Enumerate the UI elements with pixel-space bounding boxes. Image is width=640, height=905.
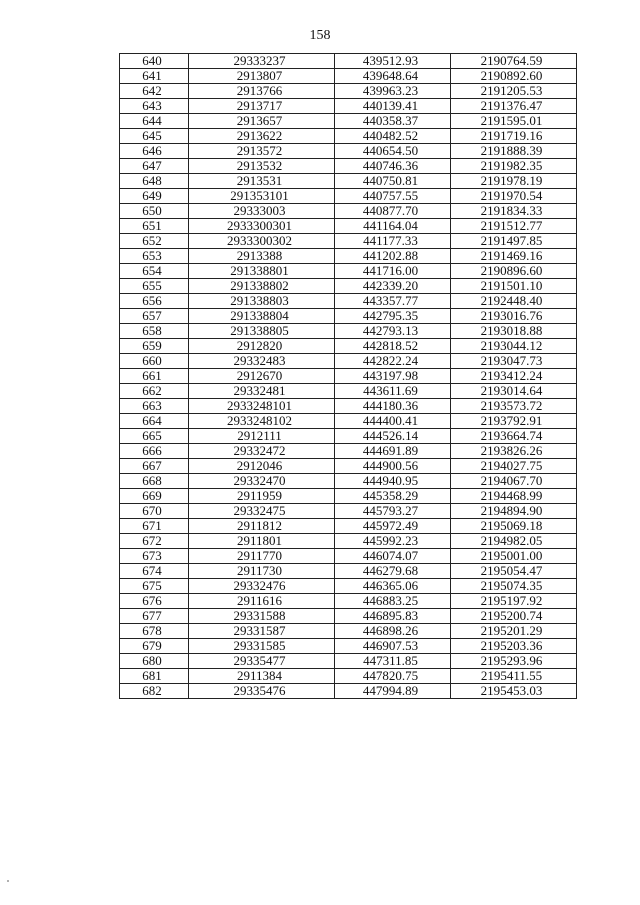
row-index-cell: 671 [120, 519, 189, 534]
row-index-cell: 665 [120, 429, 189, 444]
table-row [120, 444, 577, 459]
row-index-cell: 681 [120, 669, 189, 684]
point-id-cell: 2913388 [189, 249, 335, 264]
table-row [120, 489, 577, 504]
y-coordinate-cell: 2195074.35 [451, 579, 577, 594]
point-id-cell: 2912046 [189, 459, 335, 474]
row-index-cell: 666 [120, 444, 189, 459]
row-index-cell: 672 [120, 534, 189, 549]
point-id-cell: 2913531 [189, 174, 335, 189]
y-coordinate-cell: 2193047.73 [451, 354, 577, 369]
x-coordinate-cell: 443611.69 [335, 384, 451, 399]
point-id-cell: 29335477 [189, 654, 335, 669]
x-coordinate-cell: 446907.53 [335, 639, 451, 654]
point-id-cell: 29331587 [189, 624, 335, 639]
table-row [120, 204, 577, 219]
point-id-cell: 29335476 [189, 684, 335, 699]
point-id-cell: 29332481 [189, 384, 335, 399]
point-id-cell: 2911616 [189, 594, 335, 609]
y-coordinate-cell: 2191595.01 [451, 114, 577, 129]
point-id-cell: 2913807 [189, 69, 335, 84]
point-id-cell: 2933248101 [189, 399, 335, 414]
point-id-cell: 29332483 [189, 354, 335, 369]
table-row [120, 609, 577, 624]
point-id-cell: 2913717 [189, 99, 335, 114]
table-row [120, 474, 577, 489]
row-index-cell: 657 [120, 309, 189, 324]
table-row [120, 174, 577, 189]
y-coordinate-cell: 2195200.74 [451, 609, 577, 624]
table-row [120, 294, 577, 309]
point-id-cell: 2911770 [189, 549, 335, 564]
row-index-cell: 644 [120, 114, 189, 129]
table-row [120, 654, 577, 669]
point-id-cell: 29332470 [189, 474, 335, 489]
x-coordinate-cell: 445972.49 [335, 519, 451, 534]
x-coordinate-cell: 439648.64 [335, 69, 451, 84]
point-id-cell: 29332476 [189, 579, 335, 594]
x-coordinate-cell: 446365.06 [335, 579, 451, 594]
y-coordinate-cell: 2195054.47 [451, 564, 577, 579]
row-index-cell: 664 [120, 414, 189, 429]
row-index-cell: 654 [120, 264, 189, 279]
row-index-cell: 662 [120, 384, 189, 399]
y-coordinate-cell: 2195293.96 [451, 654, 577, 669]
table-row [120, 234, 577, 249]
point-id-cell: 2911959 [189, 489, 335, 504]
row-index-cell: 652 [120, 234, 189, 249]
point-id-cell: 2933300302 [189, 234, 335, 249]
y-coordinate-cell: 2194067.70 [451, 474, 577, 489]
y-coordinate-cell: 2191719.16 [451, 129, 577, 144]
table-row [120, 159, 577, 174]
point-id-cell: 291338805 [189, 324, 335, 339]
y-coordinate-cell: 2190896.60 [451, 264, 577, 279]
x-coordinate-cell: 443357.77 [335, 294, 451, 309]
y-coordinate-cell: 2193792.91 [451, 414, 577, 429]
table-row [120, 324, 577, 339]
table-row [120, 549, 577, 564]
row-index-cell: 667 [120, 459, 189, 474]
x-coordinate-cell: 440654.50 [335, 144, 451, 159]
table-body [120, 54, 577, 699]
x-coordinate-cell: 440482.52 [335, 129, 451, 144]
y-coordinate-cell: 2191978.19 [451, 174, 577, 189]
y-coordinate-cell: 2193573.72 [451, 399, 577, 414]
y-coordinate-cell: 2194468.99 [451, 489, 577, 504]
table-row [120, 99, 577, 114]
point-id-cell: 2912111 [189, 429, 335, 444]
row-index-cell: 674 [120, 564, 189, 579]
table-row [120, 309, 577, 324]
row-index-cell: 655 [120, 279, 189, 294]
point-id-cell: 2933300301 [189, 219, 335, 234]
row-index-cell: 680 [120, 654, 189, 669]
y-coordinate-cell: 2191888.39 [451, 144, 577, 159]
y-coordinate-cell: 2194982.05 [451, 534, 577, 549]
table-row [120, 639, 577, 654]
row-index-cell: 669 [120, 489, 189, 504]
y-coordinate-cell: 2191970.54 [451, 189, 577, 204]
row-index-cell: 668 [120, 474, 189, 489]
y-coordinate-cell: 2195203.36 [451, 639, 577, 654]
row-index-cell: 663 [120, 399, 189, 414]
table-row [120, 564, 577, 579]
y-coordinate-cell: 2190892.60 [451, 69, 577, 84]
point-id-cell: 2912820 [189, 339, 335, 354]
row-index-cell: 660 [120, 354, 189, 369]
x-coordinate-cell: 440750.81 [335, 174, 451, 189]
x-coordinate-cell: 447994.89 [335, 684, 451, 699]
table-row [120, 684, 577, 699]
x-coordinate-cell: 440757.55 [335, 189, 451, 204]
point-id-cell: 29333003 [189, 204, 335, 219]
row-index-cell: 673 [120, 549, 189, 564]
x-coordinate-cell: 447311.85 [335, 654, 451, 669]
x-coordinate-cell: 446898.26 [335, 624, 451, 639]
point-id-cell: 2911730 [189, 564, 335, 579]
y-coordinate-cell: 2195201.29 [451, 624, 577, 639]
row-index-cell: 659 [120, 339, 189, 354]
x-coordinate-cell: 444180.36 [335, 399, 451, 414]
y-coordinate-cell: 2191469.16 [451, 249, 577, 264]
y-coordinate-cell: 2195069.18 [451, 519, 577, 534]
row-index-cell: 647 [120, 159, 189, 174]
row-index-cell: 641 [120, 69, 189, 84]
point-id-cell: 2911801 [189, 534, 335, 549]
point-id-cell: 2913572 [189, 144, 335, 159]
table-row [120, 669, 577, 684]
x-coordinate-cell: 445358.29 [335, 489, 451, 504]
table-row [120, 129, 577, 144]
point-id-cell: 2913657 [189, 114, 335, 129]
row-index-cell: 642 [120, 84, 189, 99]
table-row [120, 519, 577, 534]
table-row [120, 69, 577, 84]
y-coordinate-cell: 2191376.47 [451, 99, 577, 114]
x-coordinate-cell: 439963.23 [335, 84, 451, 99]
x-coordinate-cell: 442795.35 [335, 309, 451, 324]
y-coordinate-cell: 2193826.26 [451, 444, 577, 459]
row-index-cell: 651 [120, 219, 189, 234]
point-id-cell: 2911384 [189, 669, 335, 684]
table-row [120, 414, 577, 429]
y-coordinate-cell: 2194894.90 [451, 504, 577, 519]
x-coordinate-cell: 445793.27 [335, 504, 451, 519]
x-coordinate-cell: 444691.89 [335, 444, 451, 459]
table-row [120, 594, 577, 609]
row-index-cell: 661 [120, 369, 189, 384]
table-row [120, 339, 577, 354]
table-row [120, 384, 577, 399]
point-id-cell: 29331585 [189, 639, 335, 654]
row-index-cell: 675 [120, 579, 189, 594]
table-row [120, 219, 577, 234]
table-row [120, 369, 577, 384]
x-coordinate-cell: 446074.07 [335, 549, 451, 564]
y-coordinate-cell: 2191205.53 [451, 84, 577, 99]
row-index-cell: 682 [120, 684, 189, 699]
x-coordinate-cell: 442793.13 [335, 324, 451, 339]
point-id-cell: 291338803 [189, 294, 335, 309]
y-coordinate-cell: 2195001.00 [451, 549, 577, 564]
y-coordinate-cell: 2195453.03 [451, 684, 577, 699]
x-coordinate-cell: 446895.83 [335, 609, 451, 624]
table-row [120, 264, 577, 279]
point-id-cell: 291338804 [189, 309, 335, 324]
row-index-cell: 640 [120, 54, 189, 69]
point-id-cell: 29332475 [189, 504, 335, 519]
table-row [120, 279, 577, 294]
point-id-cell: 29333237 [189, 54, 335, 69]
table-row [120, 54, 577, 69]
y-coordinate-cell: 2190764.59 [451, 54, 577, 69]
table-row [120, 144, 577, 159]
table-row [120, 249, 577, 264]
y-coordinate-cell: 2195411.55 [451, 669, 577, 684]
x-coordinate-cell: 444526.14 [335, 429, 451, 444]
x-coordinate-cell: 440139.41 [335, 99, 451, 114]
point-id-cell: 29331588 [189, 609, 335, 624]
row-index-cell: 678 [120, 624, 189, 639]
table-row [120, 534, 577, 549]
page-number: 158 [309, 28, 331, 43]
y-coordinate-cell: 2193412.24 [451, 369, 577, 384]
scan-speck [7, 880, 9, 882]
x-coordinate-cell: 440877.70 [335, 204, 451, 219]
table-row [120, 114, 577, 129]
row-index-cell: 656 [120, 294, 189, 309]
row-index-cell: 677 [120, 609, 189, 624]
y-coordinate-cell: 2193014.64 [451, 384, 577, 399]
x-coordinate-cell: 444940.95 [335, 474, 451, 489]
row-index-cell: 650 [120, 204, 189, 219]
x-coordinate-cell: 442822.24 [335, 354, 451, 369]
x-coordinate-cell: 441202.88 [335, 249, 451, 264]
x-coordinate-cell: 442339.20 [335, 279, 451, 294]
y-coordinate-cell: 2194027.75 [451, 459, 577, 474]
y-coordinate-cell: 2191512.77 [451, 219, 577, 234]
x-coordinate-cell: 447820.75 [335, 669, 451, 684]
row-index-cell: 676 [120, 594, 189, 609]
x-coordinate-cell: 444400.41 [335, 414, 451, 429]
row-index-cell: 645 [120, 129, 189, 144]
y-coordinate-cell: 2191497.85 [451, 234, 577, 249]
point-id-cell: 2911812 [189, 519, 335, 534]
table-row [120, 399, 577, 414]
point-id-cell: 291338801 [189, 264, 335, 279]
point-id-cell: 2912670 [189, 369, 335, 384]
y-coordinate-cell: 2193016.76 [451, 309, 577, 324]
row-index-cell: 648 [120, 174, 189, 189]
x-coordinate-cell: 445992.23 [335, 534, 451, 549]
y-coordinate-cell: 2193044.12 [451, 339, 577, 354]
x-coordinate-cell: 442818.52 [335, 339, 451, 354]
x-coordinate-cell: 443197.98 [335, 369, 451, 384]
row-index-cell: 649 [120, 189, 189, 204]
table-row [120, 189, 577, 204]
y-coordinate-cell: 2191982.35 [451, 159, 577, 174]
row-index-cell: 643 [120, 99, 189, 114]
y-coordinate-cell: 2191501.10 [451, 279, 577, 294]
x-coordinate-cell: 439512.93 [335, 54, 451, 69]
row-index-cell: 658 [120, 324, 189, 339]
x-coordinate-cell: 440746.36 [335, 159, 451, 174]
table-row [120, 504, 577, 519]
point-id-cell: 2913532 [189, 159, 335, 174]
row-index-cell: 670 [120, 504, 189, 519]
y-coordinate-cell: 2195197.92 [451, 594, 577, 609]
y-coordinate-cell: 2192448.40 [451, 294, 577, 309]
y-coordinate-cell: 2193664.74 [451, 429, 577, 444]
point-id-cell: 291338802 [189, 279, 335, 294]
table-row [120, 624, 577, 639]
x-coordinate-cell: 441177.33 [335, 234, 451, 249]
point-id-cell: 2913622 [189, 129, 335, 144]
table-row [120, 354, 577, 369]
x-coordinate-cell: 446883.25 [335, 594, 451, 609]
y-coordinate-cell: 2193018.88 [451, 324, 577, 339]
point-id-cell: 291353101 [189, 189, 335, 204]
x-coordinate-cell: 444900.56 [335, 459, 451, 474]
point-id-cell: 2933248102 [189, 414, 335, 429]
row-index-cell: 653 [120, 249, 189, 264]
x-coordinate-cell: 441716.00 [335, 264, 451, 279]
coordinates-table [119, 53, 577, 699]
table-row [120, 429, 577, 444]
table-row [120, 459, 577, 474]
point-id-cell: 29332472 [189, 444, 335, 459]
y-coordinate-cell: 2191834.33 [451, 204, 577, 219]
point-id-cell: 2913766 [189, 84, 335, 99]
x-coordinate-cell: 441164.04 [335, 219, 451, 234]
row-index-cell: 646 [120, 144, 189, 159]
table-row [120, 579, 577, 594]
x-coordinate-cell: 440358.37 [335, 114, 451, 129]
table-row [120, 84, 577, 99]
row-index-cell: 679 [120, 639, 189, 654]
x-coordinate-cell: 446279.68 [335, 564, 451, 579]
